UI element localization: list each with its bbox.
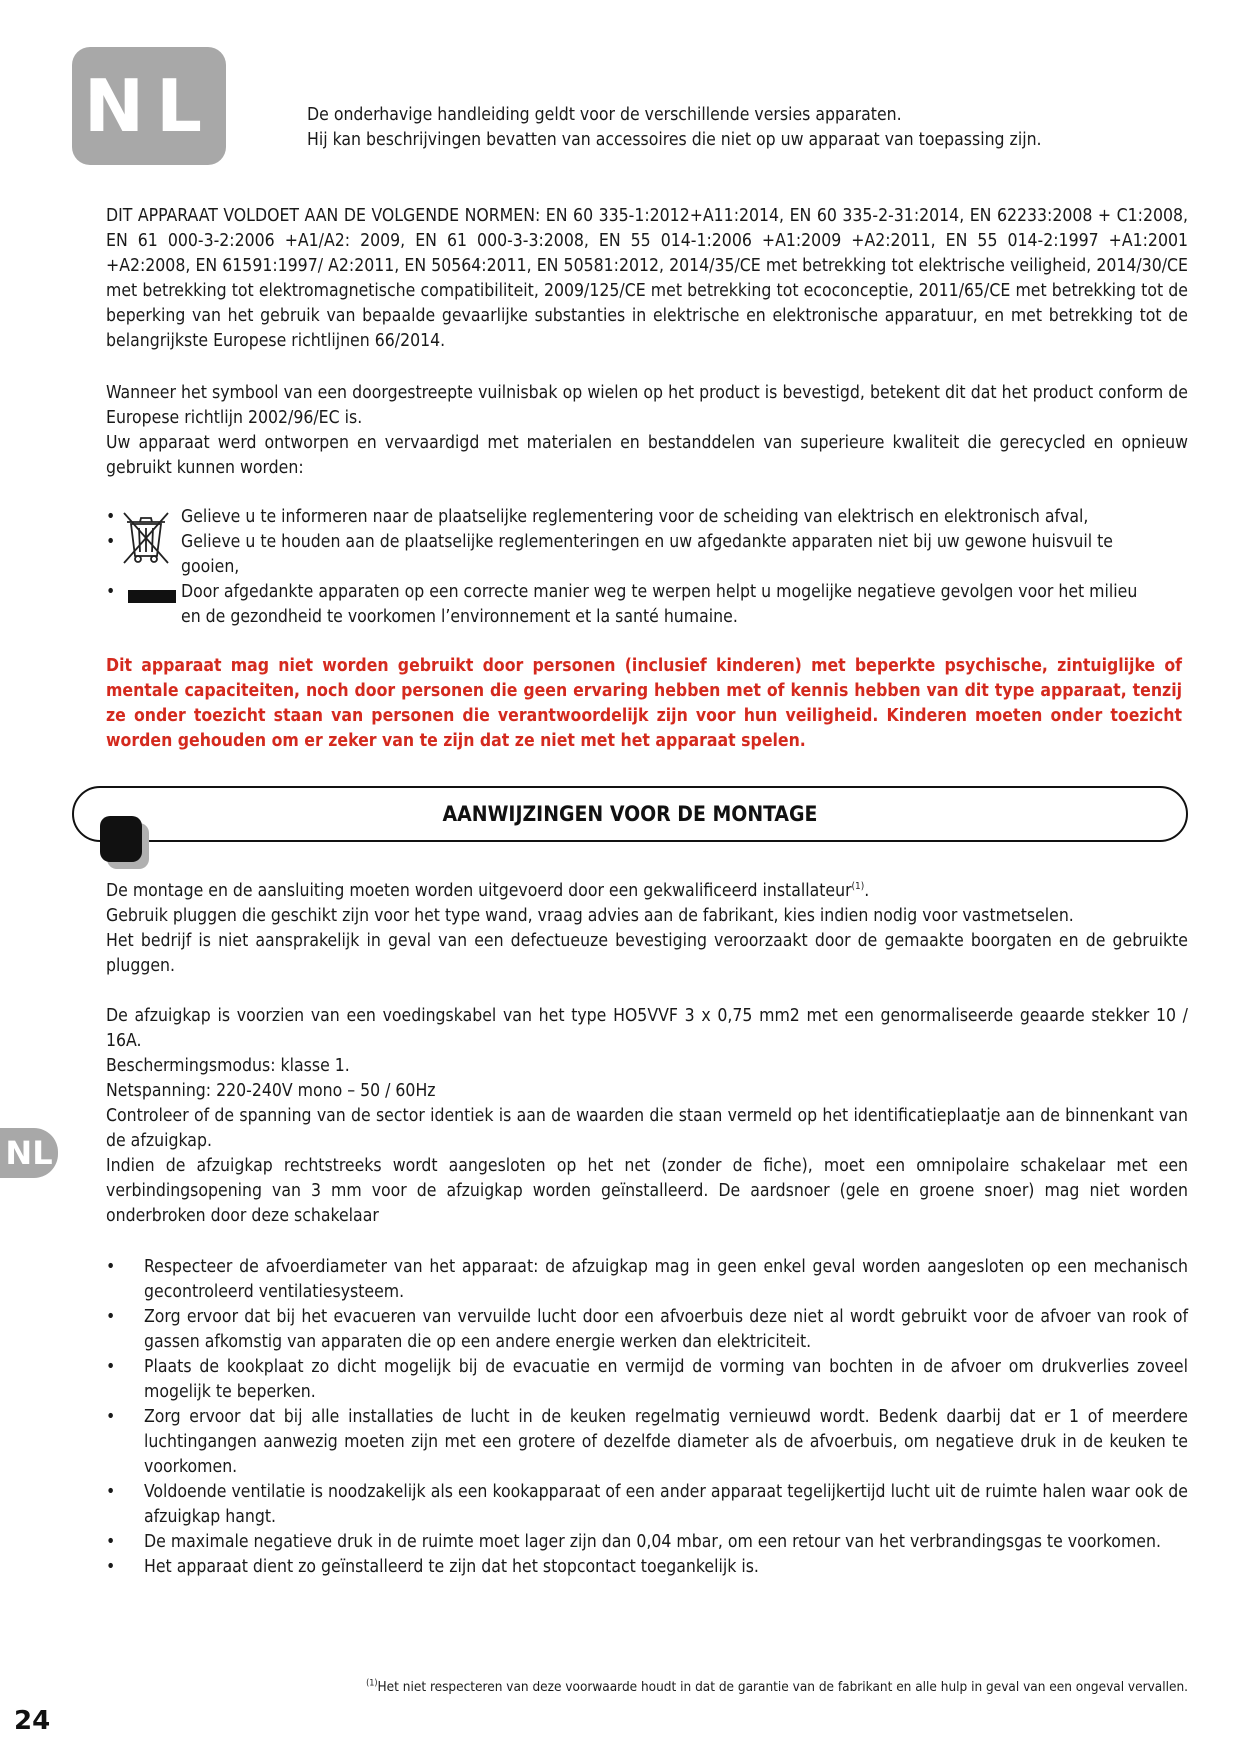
footnote-ref: (1) — [851, 881, 865, 893]
norms-paragraph: DIT APPARAAT VOLDOET AAN DE VOLGENDE NORMEN: EN 60 335-1:2012+A11:2014, EN 60 335-2-31:2014, EN 62233:2008 + C1:2008, EN 61 000-3-2:2006 +A1/A2: 2009, EN 61 000-3-3:2008, EN 55 014-1:2006 +A1:2009 +A2:2011, EN 55 014-2:1997 +A1:2001 +A2:2008, EN 61591:1997/ A2:2011, EN 50564:2011, EN 50581:2012, 2014/35/CE met betrekking tot elektrische veiligheid, 2014/30/CE met betrekking tot elektromagnetische compatibiliteit, 2009/125/CE met betrekking tot ecoconceptie, 2011/65/CE met betrekking tot de beperking van het gebruik van bepaalde gevaarlijke substanties in elektrische en elektronische apparatuur, en met betrekking tot de belangrijkste Europese richtlijnen 66/2014. — [106, 206, 1188, 351]
section-title: AANWIJZINGEN VOOR DE MONTAGE — [442, 802, 818, 826]
disposal-item — [106, 580, 1188, 605]
mounting-instructions — [106, 879, 1188, 1229]
disposal-item-text: Gelieve u te informeren naar de plaatselijke reglementering voor de scheiding van elektrisch en elektronisch afval, — [181, 507, 1089, 527]
intro-line-2: Hij kan beschrijvingen bevatten van accessoires die niet op uw apparaat van toepassing zijn. — [307, 130, 1042, 150]
mounting-paragraph-4: De afzuigkap is voorzien van een voedingskabel van het type HO5VVF 3 x 0,75 mm2 met een genormaliseerde geaarde stekker 10 / 16A. — [106, 1006, 1188, 1051]
weee-paragraph-2: Uw apparaat werd ontworpen en vervaardigd met materialen en bestanddelen van superieure kwaliteit die gerecycled en opnieuw gebruikt kunnen worden: — [106, 433, 1188, 478]
footnote — [300, 1678, 1188, 1696]
list-item: • Zorg ervoor dat bij het evacueren van vervuilde lucht door een afvoerbuis deze niet al wordt gebruikt voor de afvoer van rook of gassen afkomstig van apparaten die op een andere energie werken dan elektriciteit. — [106, 1305, 1188, 1355]
list-item: • Plaats de kookplaat zo dicht mogelijk bij de evacuatie en vermijd de vorming van bochten in de afvoer om drukverlies zoveel mogelijk te beperken. — [106, 1355, 1188, 1405]
list-item: • Respecteer de afvoerdiameter van het apparaat: de afzuigkap mag in geen enkel geval worden aangesloten op een mechanisch gecontroleerd ventilatiesysteem. — [106, 1255, 1188, 1305]
intro-line-1: De onderhavige handleiding geldt voor de verschillende versies apparaten. — [307, 105, 902, 125]
list-item: • Het apparaat dient zo geïnstalleerd te zijn dat het stopcontact toegankelijk is. — [106, 1555, 1188, 1580]
disposal-item-text: Door afgedankte apparaten op een correcte manier weg te werpen helpt u mogelijke negatieve gevolgen voor het milieu — [181, 582, 1138, 602]
disposal-item-continuation — [106, 605, 1188, 630]
mounting-paragraph-1: De montage en de aansluiting moeten worden uitgevoerd door een gekwalificeerd installateur$^{(1)}$. — [106, 881, 870, 901]
page-number: 24 — [14, 1706, 51, 1736]
disposal-item — [106, 530, 1188, 555]
bullet: • — [106, 507, 116, 527]
disposal-item-text: en de gezondheid te voorkomen l’environnement et la santé humaine. — [181, 607, 738, 627]
disposal-item-text: gooien, — [181, 557, 240, 577]
footnote-text: Het niet respecteren van deze voorwaarde houdt in dat de garantie van de fabrikant en alle hulp in geval van een ongeval vervallen. — [377, 1679, 1188, 1695]
weee-block — [106, 381, 1188, 481]
weee-paragraph-1: Wanneer het symbool van een doorgestreepte vuilnisbak op wielen op het product is bevestigd, betekent dit dat het product conform de Europese richtlijn 2002/96/EC is. — [106, 383, 1188, 428]
disposal-item-text: Gelieve u te houden aan de plaatselijke reglementeringen en uw afgedankte apparaten niet bij uw gewone huisvuil te — [181, 532, 1113, 552]
list-item: • Voldoende ventilatie is noodzakelijk als een kookapparaat of een ander apparaat tegelijkertijd lucht uit de ruimte halen waar ook de afzuigkap hangt. — [106, 1480, 1188, 1530]
bullet: • — [106, 532, 116, 552]
intro-text — [307, 103, 1187, 153]
mounting-paragraph-2: Gebruik pluggen die geschikt zijn voor het type wand, vraag advies aan de fabrikant, kies indien nodig voor vastmetselen. — [106, 906, 1074, 926]
list-item: • De maximale negatieve druk in de ruimte moet lager zijn dan 0,04 mbar, om een retour van het verbrandingsgas te voorkomen. — [106, 1530, 1188, 1555]
language-badge: NL — [72, 47, 226, 165]
mounting-paragraph-8: Indien de afzuigkap rechtstreeks wordt aangesloten op het net (zonder de fiche), moet een omnipolaire schakelaar met een verbindingsopening van 3 mm voor de afzuigkap worden geïnstalleerd. De aardsnoer (gele en groene snoer) mag niet worden onderbroken door deze schakelaar — [106, 1156, 1188, 1226]
list-item: • Zorg ervoor dat bij alle installaties de lucht in de keuken regelmatig vernieuwd wordt. Bedenk daarbij dat er 1 of meerdere luchtingangen aanwezig moeten zijn met een grotere of dezelfde diameter als de afvoerbuis, om negatieve druk in de keuken te voorkomen. — [106, 1405, 1188, 1480]
mounting-paragraph-3: Het bedrijf is niet aansprakelijk in geval van een defectueuze bevestiging veroorzaakt door de gemaakte boorgaten en de gebruikte pluggen. — [106, 931, 1188, 976]
disposal-item-continuation — [106, 555, 1188, 580]
disposal-item — [106, 505, 1188, 530]
side-language-tab: NL — [0, 1128, 58, 1178]
mounting-paragraph-6: Netspanning: 220-240V mono – 50 / 60Hz — [106, 1081, 436, 1101]
installation-list — [106, 1255, 1188, 1580]
mounting-paragraph-7: Controleer of de spanning van de sector identiek is aan de waarden die staan vermeld op het identificatieplaatje aan de binnenkant van de afzuigkap. — [106, 1106, 1188, 1151]
bullet: • — [106, 582, 116, 602]
disposal-list — [106, 505, 1188, 630]
mounting-paragraph-5: Beschermingsmodus: klasse 1. — [106, 1056, 350, 1076]
section-marker — [100, 816, 142, 862]
footnote-marker: (1) — [366, 1678, 378, 1689]
safety-warning: Dit apparaat mag niet worden gebruikt door personen (inclusief kinderen) met beperkte psychische, zintuiglijke of mentale capaciteiten, noch door personen die geen ervaring hebben met of kennis hebben van dit type apparaat, tenzij ze onder toezicht staan van personen die verantwoordelijk zijn voor hun veiligheid. Kinderen moeten onder toezicht worden gehouden om er zeker van te zijn dat ze niet met het apparaat spelen. — [106, 656, 1182, 751]
